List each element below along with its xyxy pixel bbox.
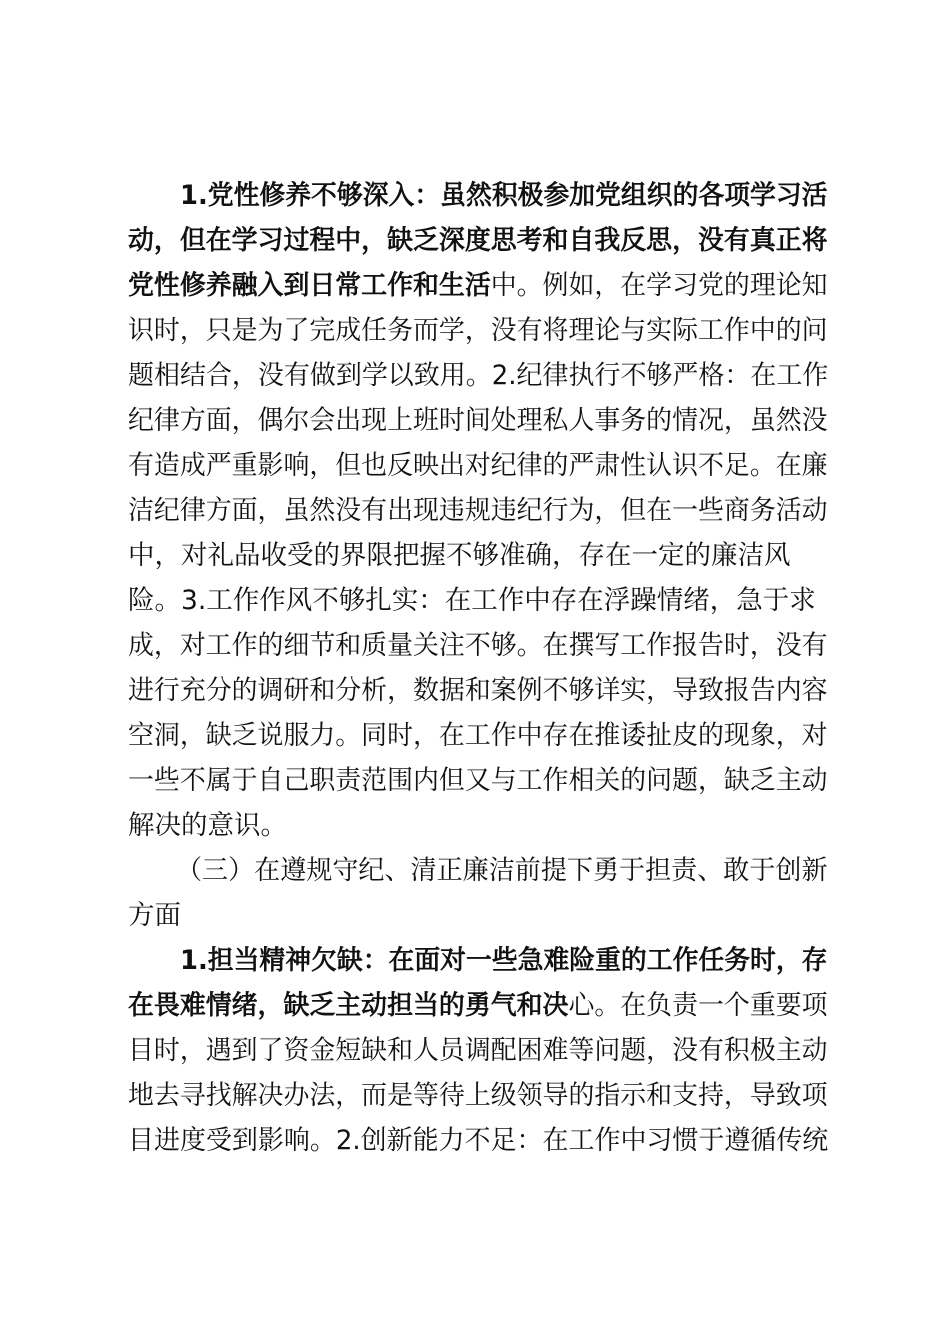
text-line: 险。3.工作作风不够扎实：在工作中存在浮躁情绪，急于求 — [128, 585, 816, 616]
text-line: 1.党性修养不够深入：虽然积极参加党组织的各项学习活 — [180, 180, 828, 211]
text-line: 1.担当精神欠缺：在面对一些急难险重的工作任务时，存 — [180, 945, 828, 976]
text-line: 一些不属于自己职责范围内但又与工作相关的问题，缺乏主动 — [128, 765, 828, 796]
text-line: 题相结合，没有做到学以致用。2.纪律执行不够严格：在工作 — [128, 360, 829, 391]
text-line: 解决的意识。 — [128, 810, 287, 841]
section-heading-continued: 方面 — [128, 900, 181, 931]
text-line: 洁纪律方面，虽然没有出现违规违纪行为，但在一些商务活动 — [128, 495, 828, 526]
text-line: 目时，遇到了资金短缺和人员调配困难等问题，没有积极主动 — [128, 1035, 828, 1066]
text-line: 党性修养融入到日常工作和生活中。例如，在学习党的理论知 — [128, 270, 828, 301]
text-line: 成，对工作的细节和质量关注不够。在撰写工作报告时，没有 — [128, 630, 828, 661]
section-heading: （三）在遵规守纪、清正廉洁前提下勇于担责、敢于创新 — [176, 855, 828, 886]
text-line: 在畏难情绪，缺乏主动担当的勇气和决心。在负责一个重要项 — [128, 990, 828, 1021]
text-line: 目进度受到影响。2.创新能力不足：在工作中习惯于遵循传统 — [128, 1125, 829, 1156]
text-line: 识时，只是为了完成任务而学，没有将理论与实际工作中的问 — [128, 315, 828, 346]
text-line: 空洞，缺乏说服力。同时，在工作中存在推诿扯皮的现象，对 — [128, 720, 828, 751]
text-line: 进行充分的调研和分析，数据和案例不够详实，导致报告内容 — [128, 675, 828, 706]
text-line: 中，对礼品收受的界限把握不够准确，存在一定的廉洁风 — [128, 540, 791, 571]
text-line: 动，但在学习过程中，缺乏深度思考和自我反思，没有真正将 — [128, 225, 828, 256]
text-line: 纪律方面，偶尔会出现上班时间处理私人事务的情况，虽然没 — [128, 405, 828, 436]
text-line: 地去寻找解决办法，而是等待上级领导的指示和支持，导致项 — [128, 1080, 828, 1111]
text-line: 有造成严重影响，但也反映出对纪律的严肃性认识不足。在廉 — [128, 450, 828, 481]
